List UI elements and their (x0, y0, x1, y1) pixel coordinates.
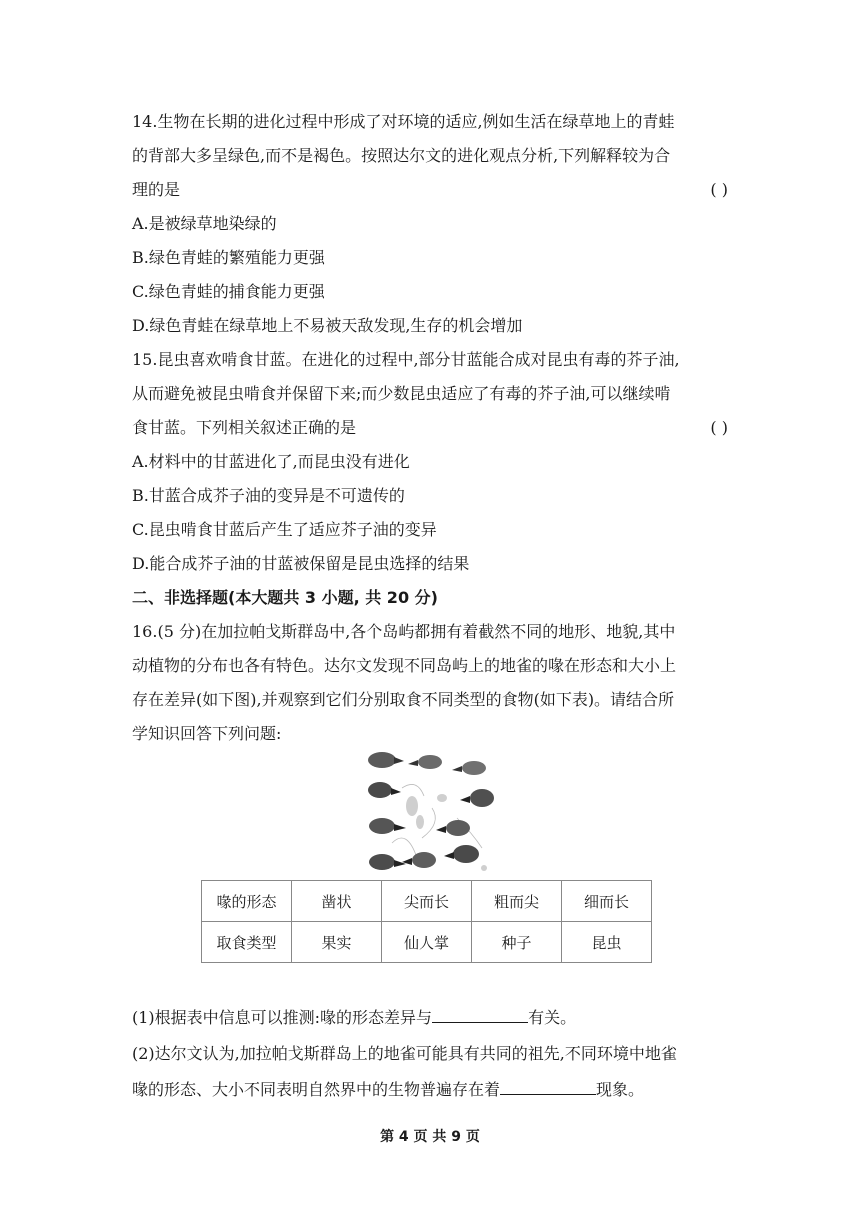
table-cell: 喙的形态 (202, 881, 292, 922)
table-row (202, 881, 652, 922)
q14-stem-text: 理的是 (132, 180, 181, 199)
q15-stem-line2: 从而避免被昆虫啃食并保留下来;而少数昆虫适应了有毒的芥子油,可以继续啃 (132, 384, 671, 403)
q14-option-d[interactable]: D.绿色青蛙在绿草地上不易被天敌发现,生存的机会增加 (132, 316, 523, 335)
q15-stem-line3 (132, 418, 728, 438)
answer-blank-2[interactable] (500, 1080, 596, 1095)
table-cell: 取食类型 (202, 922, 292, 963)
q15-answer-bracket[interactable]: ( ) (710, 418, 728, 437)
q16-stem-line1: 16.(5 分)在加拉帕戈斯群岛中,各个岛屿都拥有着截然不同的地形、地貌,其中 (132, 622, 676, 641)
table-cell: 种子 (472, 922, 562, 963)
table-cell: 昆虫 (562, 922, 652, 963)
q16-sub1-text: (1)根据表中信息可以推测:喙的形态差异与 (132, 1008, 433, 1027)
table-cell: 凿状 (292, 881, 382, 922)
q16-stem-line4: 学知识回答下列问题: (132, 724, 282, 743)
q15-option-c[interactable]: C.昆虫啃食甘蓝后产生了适应芥子油的变异 (132, 520, 437, 539)
page-number: 第 4 页 共 9 页 (380, 1129, 480, 1145)
q16-sub2-tail: 现象。 (596, 1080, 645, 1099)
finch-head-1 (368, 752, 404, 768)
q14-stem-line3 (132, 180, 728, 200)
q16-sub2-line2 (132, 1080, 644, 1100)
table-cell: 尖而长 (382, 881, 472, 922)
q16-sub2-text: 喙的形态、大小不同表明自然界中的生物普遍存在着 (132, 1080, 501, 1099)
q14-answer-bracket[interactable]: ( ) (710, 180, 728, 199)
table-cell: 果实 (292, 922, 382, 963)
q16-stem-line3: 存在差异(如下图),并观察到它们分别取食不同类型的食物(如下表)。请结合所 (132, 690, 675, 709)
table-row (202, 922, 652, 963)
q15-option-b[interactable]: B.甘蓝合成芥子油的变异是不可遗传的 (132, 486, 405, 505)
q16-stem-line2: 动植物的分布也各有特色。达尔文发现不同岛屿上的地雀的喙在形态和大小上 (132, 656, 677, 675)
q15-stem-text: 食甘蓝。下列相关叙述正确的是 (132, 418, 357, 437)
q14-stem-line2: 的背部大多呈绿色,而不是褐色。按照达尔文的进化观点分析,下列解释较为合 (132, 146, 671, 165)
q14-option-a[interactable]: A.是被绿草地染绿的 (132, 214, 277, 233)
q15-stem-line1: 15.昆虫喜欢啃食甘蓝。在进化的过程中,部分甘蓝能合成对昆虫有毒的芥子油, (132, 350, 680, 369)
q15-option-a[interactable]: A.材料中的甘蓝进化了,而昆虫没有进化 (132, 452, 410, 471)
section-heading: 二、非选择题(本大题共 3 小题, 共 20 分) (132, 588, 438, 607)
q16-sub2-line1: (2)达尔文认为,加拉帕戈斯群岛上的地雀可能具有共同的祖先,不同环境中地雀 (132, 1044, 677, 1063)
q16-sub1-tail: 有关。 (528, 1008, 577, 1027)
q14-option-c[interactable]: C.绿色青蛙的捕食能力更强 (132, 282, 325, 301)
q14-option-b[interactable]: B.绿色青蛙的繁殖能力更强 (132, 248, 325, 267)
q14-stem-line1: 14.生物在长期的进化过程中形成了对环境的适应,例如生活在绿草地上的青蛙 (132, 112, 675, 131)
table-cell: 粗而尖 (472, 881, 562, 922)
finch-beaks-figure (362, 748, 498, 874)
table-cell: 仙人掌 (382, 922, 472, 963)
table-cell: 细而长 (562, 881, 652, 922)
beak-food-table (201, 880, 652, 963)
q16-sub1 (132, 1008, 576, 1028)
answer-blank-1[interactable] (432, 1008, 528, 1023)
q15-option-d[interactable]: D.能合成芥子油的甘蓝被保留是昆虫选择的结果 (132, 554, 470, 573)
